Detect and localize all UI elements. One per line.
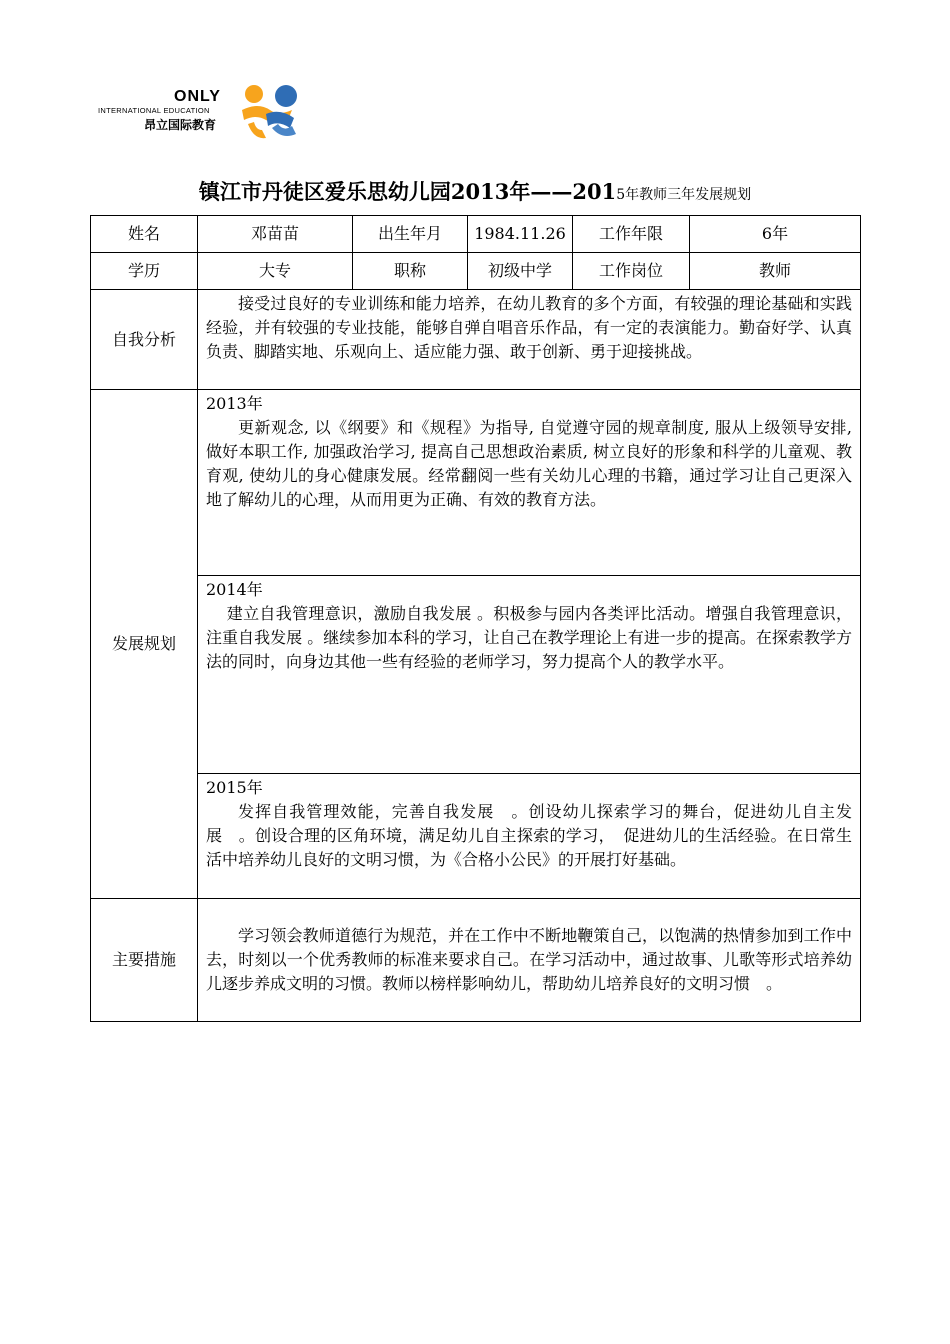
post-value: 教师 [690,253,861,290]
plan-2014-year: 2014年 [206,580,263,599]
name-value: 邓苗苗 [198,216,353,253]
main-measures-label: 主要措施 [91,899,198,1022]
education-value: 大专 [198,253,353,290]
self-analysis-cell [198,290,861,390]
plan-2014-cell [198,576,861,774]
table-row [91,899,861,1022]
company-logo [96,80,306,144]
plan-2013-text: 更新观念, 以《纲要》和《规程》为指导, 自觉遵守园的规章制度, 服从上级领导安排, 做好本职工作, 加强政治学习, 提高自己思想政治素质, 树立良好的形象和科学的儿童观、教育观, 使幼儿的身心健康发展。经常翻阅一些有关幼儿心理的书籍，通过学习让自己更深入地了解幼儿的心理，从而用更为正确、有效的教育方法。 [206,418,852,509]
post-label: 工作岗位 [573,253,690,290]
work-years-label: 工作年限 [573,216,690,253]
job-title-value: 初级中学 [468,253,573,290]
development-plan-label: 发展规划 [91,390,198,899]
birth-value: 1984.11.26 [468,216,573,253]
plan-2013-cell [198,390,861,576]
logo-subtitle: INTERNATIONAL EDUCATION [98,106,210,115]
main-measures-text: 学习领会教师道德行为规范，并在工作中不断地鞭策自己，以饱满的热情参加到工作中去，时刻以一个优秀教师的标准来要求自己。在学习活动中，通过故事、儿歌等形式培养幼儿逐步养成文明的习惯。教师以榜样影响幼儿，帮助幼儿培养良好的文明习惯 。 [206,926,852,993]
main-measures-cell [198,899,861,1022]
plan-2014-text: 建立自我管理意识，激励自我发展 。积极参与园内各类评比活动。增强自我管理意识，注重自我发展 。继续参加本科的学习，让自己在教学理论上有进一步的提高。在探索教学方法的同时，向身边其他一些有经验的老师学习，努力提高个人的教学水平。 [206,604,852,671]
plan-2013-year: 2013年 [206,394,263,413]
name-label: 姓名 [91,216,198,253]
logo-brand: ONLY [174,88,221,105]
self-analysis-label: 自我分析 [91,290,198,390]
logo-chinese-name: 昂立国际教育 [144,118,217,132]
plan-2015-cell [198,774,861,899]
job-title-label: 职称 [353,253,468,290]
table-row [91,390,861,576]
document-title [0,176,950,206]
logo-figure-icon [236,80,302,144]
education-label: 学历 [91,253,198,290]
table-row [91,576,861,774]
table-row [91,774,861,899]
birth-label: 出生年月 [353,216,468,253]
table-row [91,290,861,390]
plan-2015-text: 发挥自我管理效能，完善自我发展 。创设幼儿探索学习的舞台，促进幼儿自主发展 。创设合理的区角环境，满足幼儿自主探索的学习， 促进幼儿的生活经验。在日常生活中培养幼儿良好的文明习惯，为《合格小公民》的开展打好基础。 [206,802,852,869]
work-years-value: 6年 [690,216,861,253]
plan-table [90,215,861,1022]
table-row [91,216,861,253]
plan-2015-year: 2015年 [206,778,263,797]
self-analysis-text: 接受过良好的专业训练和能力培养，在幼儿教育的多个方面，有较强的理论基础和实践经验，并有较强的专业技能，能够自弹自唱音乐作品，有一定的表演能力。勤奋好学、认真负责、脚踏实地、乐观向上、适应能力强、敢于创新、勇于迎接挑战。 [206,294,852,361]
title-main: 镇江市丹徒区爱乐思幼儿园2013年——201 [198,179,617,204]
table-row [91,253,861,290]
title-tail: 5年教师三年发展规划 [616,187,752,203]
